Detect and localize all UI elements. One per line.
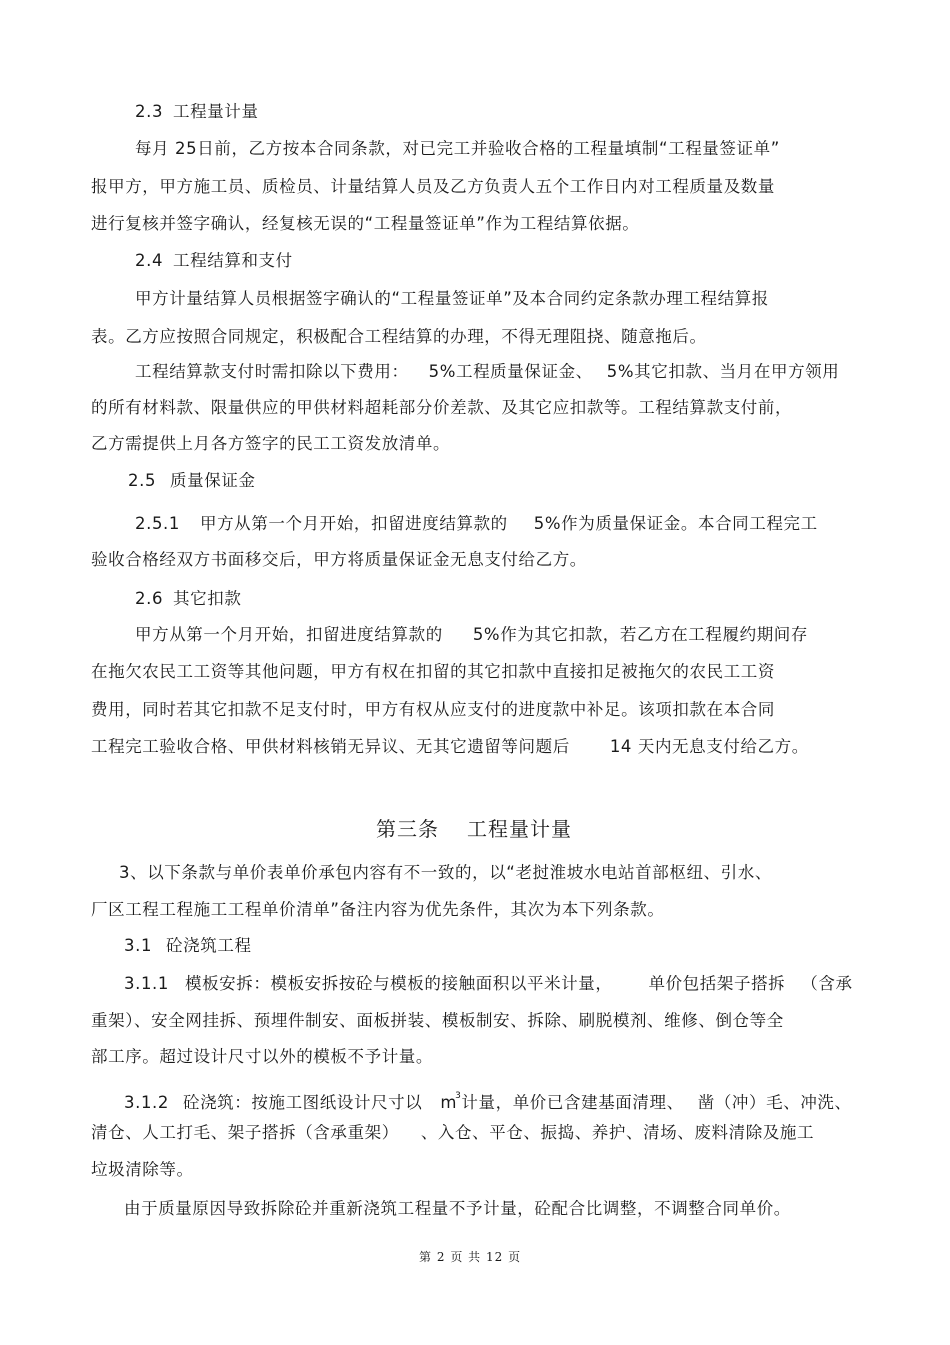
- paragraph-line: 3、以下条款与单价表单价承包内容有不一致的，以“老挝淮坡水电站首部枢纽、引水、: [119, 863, 772, 882]
- heading-number: 2.4: [135, 251, 164, 270]
- subsection-number: 2.5.1: [135, 514, 180, 533]
- paragraph-line: 验收合格经双方书面移交后，甲方将质量保证金无息支付给乙方。: [91, 550, 587, 569]
- paragraph-line: [91, 1122, 814, 1144]
- page-number: 2: [436, 1250, 446, 1264]
- unit-cubic-meter: [440, 1093, 461, 1112]
- paragraph-line: [124, 1085, 852, 1114]
- paragraph-line: [124, 973, 853, 995]
- heading-2-6: [135, 588, 241, 610]
- text-run: 5%作为质量保证金。本合同工程完工: [533, 514, 818, 533]
- paragraph-line: [91, 736, 809, 758]
- unit-m: m: [440, 1093, 458, 1112]
- text-run: 凿（冲）毛、冲洗、: [697, 1093, 852, 1112]
- heading-number: 2.6: [135, 589, 164, 608]
- heading-text: 工程结算和支付: [173, 251, 293, 270]
- paragraph-line: 进行复核并签字确认，经复核无误的“工程量签证单”作为工程结算依据。: [91, 214, 640, 233]
- heading-3-1: [124, 935, 252, 957]
- paragraph-line: 厂区工程工程施工工程单价清单”备注内容为优先条件，其次为本下列条款。: [91, 900, 665, 919]
- paragraph-line: 甲方计量结算人员根据签字确认的“工程量签证单”及本合同约定条款办理工程结算报: [135, 289, 769, 308]
- heading-number: 2.5: [128, 471, 157, 490]
- footer-suffix: 页: [508, 1250, 522, 1264]
- text-run: 、入仓、平仓、振捣、养护、清场、废料清除及施工: [420, 1123, 815, 1142]
- page-footer: [419, 1249, 521, 1265]
- text-run: 14 天内无息支付给乙方。: [609, 737, 809, 756]
- article-heading: 工程量计量: [467, 817, 572, 841]
- footer-middle: 页 共: [450, 1250, 482, 1264]
- subsection-number: 3.1.1: [124, 974, 169, 993]
- paragraph-line: 表。乙方应按照合同规定，积极配合工程结算的办理，不得无理阻挠、随意拖后。: [91, 327, 707, 346]
- paragraph-line: 在拖欠农民工工资等其他问题，甲方有权在扣留的其它扣款中直接扣足被拖欠的农民工工资: [91, 662, 775, 681]
- paragraph-line: 费用，同时若其它扣款不足支付时，甲方有权从应支付的进度款中补足。该项扣款在本合同: [91, 700, 775, 719]
- heading-text: 质量保证金: [170, 471, 256, 490]
- paragraph-line: [135, 624, 808, 646]
- paragraph-line: 乙方需提供上月各方签字的民工工资发放清单。: [91, 434, 451, 453]
- text-run: （含承: [801, 974, 853, 993]
- heading-2-5: [128, 470, 256, 492]
- text-run: 甲方从第一个月开始，扣留进度结算款的: [199, 514, 508, 533]
- paragraph-line: 报甲方，甲方施工员、质检员、计量结算人员及乙方负责人五个工作日内对工程质量及数量: [91, 177, 775, 196]
- text-run: 砼浇筑：按施工图纸设计尺寸以: [182, 1093, 423, 1112]
- deduction-a: 5%工程质量保证金、: [428, 362, 593, 381]
- heading-text: 砼浇筑工程: [166, 936, 252, 955]
- paragraph-line: [135, 361, 839, 383]
- text-run: 单价包括架子搭拆: [648, 974, 786, 993]
- paragraph-line: [135, 513, 818, 535]
- deduction-b: 5%其它扣款、当月在甲方领用: [606, 362, 840, 381]
- text-run: 5%作为其它扣款，若乙方在工程履约期间存: [472, 625, 808, 644]
- deduction-intro: 工程结算款支付时需扣除以下费用：: [135, 362, 409, 381]
- paragraph-line: 由于质量原因导致拆除砼并重新浇筑工程量不予计量，砼配合比调整，不调整合同单价。: [124, 1199, 791, 1218]
- subsection-number: 3.1.2: [124, 1093, 169, 1112]
- heading-text: 其它扣款: [173, 589, 242, 608]
- text-run: 模板安拆：模板安拆按砼与模板的接触面积以平米计量，: [184, 974, 613, 993]
- article-3-title: [376, 816, 572, 842]
- paragraph-line: 垃圾清除等。: [91, 1160, 194, 1179]
- heading-number: 3.1: [124, 936, 153, 955]
- paragraph-line: 的所有材料款、限量供应的甲供材料超耗部分价差款、及其它应扣款等。工程结算款支付前，: [91, 398, 793, 417]
- heading-text: 工程量计量: [173, 102, 259, 121]
- text-run: 计量，单价已含建基面清理、: [461, 1093, 684, 1112]
- paragraph-line: 每月 25日前，乙方按本合同条款，对已完工并验收合格的工程量填制“工程量签证单”: [135, 139, 780, 158]
- footer-prefix: 第: [419, 1250, 433, 1264]
- page-total: 12: [485, 1250, 504, 1264]
- article-number: 第三条: [376, 817, 439, 841]
- heading-2-4: [135, 250, 293, 272]
- paragraph-line: 重架）、安全网挂拆、预埋件制安、面板拼装、模板制安、拆除、刷脱模剂、维修、倒仓等全: [91, 1011, 784, 1030]
- text-run: 甲方从第一个月开始，扣留进度结算款的: [135, 625, 443, 644]
- paragraph-line: 部工序。超过设计尺寸以外的模板不予计量。: [91, 1047, 433, 1066]
- heading-2-3: [135, 101, 259, 123]
- text-run: 清仓、人工打毛、架子搭拆（含承重架）: [91, 1123, 399, 1142]
- text-run: 工程完工验收合格、甲供材料核销无异议、无其它遗留等问题后: [91, 737, 570, 756]
- unit-exponent: 3: [455, 1091, 462, 1101]
- heading-number: 2.3: [135, 102, 164, 121]
